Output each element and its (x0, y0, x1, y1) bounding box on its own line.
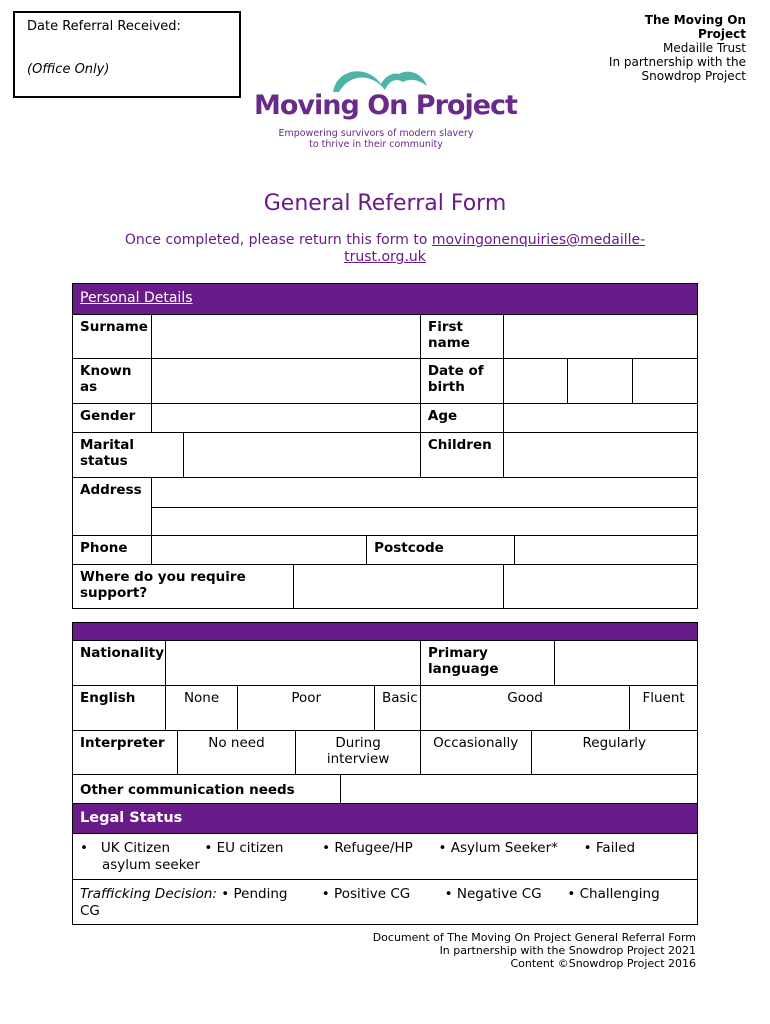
interpreter-label: Interpreter (80, 735, 165, 751)
document-footer (373, 931, 696, 970)
personal-details-header-row (73, 284, 697, 314)
personal-details-table (72, 283, 698, 609)
return-email-link[interactable]: movingonenquiries@medaille-trust.org.uk (344, 232, 646, 265)
language-header-band (73, 623, 697, 640)
address-line-1-field[interactable] (152, 478, 697, 507)
nationality-field[interactable] (165, 641, 420, 685)
support-location-field[interactable] (293, 565, 502, 608)
table-row (73, 477, 697, 535)
form-title: General Referral Form (263, 191, 507, 216)
interpreter-no-need[interactable]: No need (177, 731, 296, 774)
other-communication-label: Other communication needs (80, 782, 295, 798)
phone-field[interactable] (151, 536, 366, 564)
age-field[interactable] (503, 404, 697, 432)
english-level-poor[interactable]: Poor (237, 686, 374, 730)
postcode-field[interactable] (514, 536, 697, 564)
support-location-label: Where do you require support? (80, 569, 246, 601)
primary-language-label: Primary language (420, 641, 554, 685)
moving-on-logo (254, 64, 517, 154)
other-communication-field[interactable] (340, 775, 697, 803)
first-name-field[interactable] (503, 315, 697, 358)
trafficking-decision-line-1: • Pending • Positive CG • Negative CG • Challenging (216, 886, 660, 902)
table-row (73, 403, 697, 432)
legal-status-header: Legal Status (80, 810, 183, 826)
phone-label: Phone (80, 540, 128, 556)
org-partner-line-2: Snowdrop Project (641, 69, 746, 83)
legal-status-line-1: • UK Citizen • EU citizen • Refugee/HP • Asylum Seeker* • Failed (80, 840, 636, 856)
table-row (73, 774, 697, 803)
personal-details-header: Personal Details (80, 290, 193, 306)
footer-line-3: Content ©Snowdrop Project 2016 (510, 957, 696, 970)
english-label: English (80, 690, 136, 706)
children-label: Children (420, 433, 503, 477)
trafficking-decision-label: Trafficking Decision: (80, 886, 217, 902)
table-row (73, 640, 697, 685)
english-level-none[interactable]: None (165, 686, 238, 730)
marital-status-field[interactable] (183, 433, 420, 477)
language-legal-table (72, 622, 698, 925)
known-as-field[interactable] (151, 359, 420, 403)
english-level-basic[interactable]: Basic (374, 686, 420, 730)
footer-line-2: In partnership with the Snowdrop Project 2021 (439, 944, 696, 957)
organisation-header (609, 13, 746, 83)
address-lines (151, 478, 697, 535)
return-text: Once completed, please return this form to (124, 232, 432, 248)
known-as-label: Known as (80, 363, 132, 395)
dob-day-field[interactable] (503, 359, 568, 403)
org-name: The Moving On Project (644, 13, 746, 41)
table-row (73, 432, 697, 477)
english-level-fluent[interactable]: Fluent (629, 686, 697, 730)
table-row (73, 564, 697, 608)
office-use-box (13, 11, 241, 98)
marital-status-label: Marital status (80, 437, 135, 469)
table-row (73, 535, 697, 564)
org-trust: Medaille Trust (663, 41, 746, 55)
gender-field[interactable] (151, 404, 420, 432)
table-row (73, 730, 697, 774)
language-header-row (73, 623, 697, 640)
table-row (73, 879, 697, 924)
address-line-2-field[interactable] (152, 507, 697, 535)
return-instructions (90, 232, 680, 266)
table-row (73, 685, 697, 730)
primary-language-field[interactable] (554, 641, 697, 685)
interpreter-during-interview[interactable]: During interview (295, 731, 420, 774)
surname-field[interactable] (151, 315, 420, 358)
legal-status-header-row (73, 803, 697, 833)
logo-tagline-1: Empowering survivors of modern slavery (278, 128, 474, 139)
legal-status-options[interactable] (73, 834, 697, 879)
dob-label: Date of birth (420, 359, 503, 403)
nationality-label: Nationality (80, 645, 164, 661)
dob-month-field[interactable] (567, 359, 632, 403)
children-field[interactable] (503, 433, 697, 477)
trafficking-decision-options[interactable] (73, 880, 697, 924)
postcode-label: Postcode (366, 536, 514, 564)
address-label: Address (80, 482, 142, 498)
trafficking-decision-line-2: CG (80, 903, 100, 919)
gender-label: Gender (80, 408, 136, 424)
surname-label: Surname (80, 319, 148, 335)
dob-year-field[interactable] (632, 359, 697, 403)
interpreter-occasionally[interactable]: Occasionally (420, 731, 531, 774)
office-only-note: (Office Only) (27, 62, 110, 77)
first-name-label: First name (420, 315, 503, 358)
logo-tagline-2: to thrive in their community (309, 139, 443, 150)
table-row (73, 314, 697, 358)
legal-status-line-2: asylum seeker (102, 857, 200, 873)
table-row (73, 833, 697, 879)
english-level-good[interactable]: Good (420, 686, 629, 730)
support-location-field-2[interactable] (503, 565, 697, 608)
footer-line-1: Document of The Moving On Project General Referral Form (372, 931, 696, 944)
interpreter-regularly[interactable]: Regularly (531, 731, 697, 774)
table-row (73, 358, 697, 403)
org-partner-line-1: In partnership with the (608, 55, 746, 69)
date-referral-received-label: Date Referral Received: (27, 19, 181, 34)
age-label: Age (420, 404, 503, 432)
logo-title: Moving On Project (254, 90, 517, 121)
